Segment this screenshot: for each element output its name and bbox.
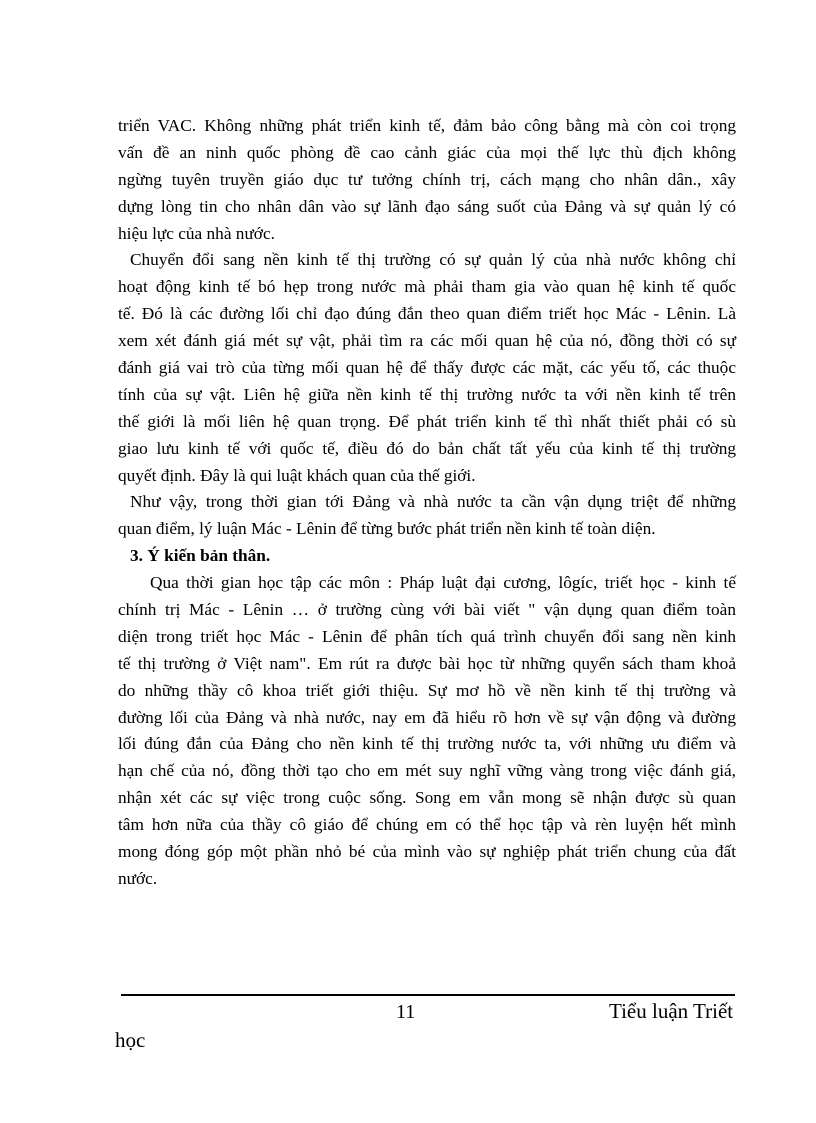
- paragraph-line: đánh giá vai trò của từng mối quan hệ để thấy được các mặt, các yếu tố, các thuộc: [118, 358, 736, 378]
- paragraph-line: quan điểm, lý luận Mác - Lênin để từng bước phát triển nền kinh tế toàn diện.: [118, 519, 656, 539]
- paragraph-line: nước.: [118, 868, 158, 888]
- paragraph-line: hoạt động kinh tế bó hẹp trong nước mà phải tham gia vào quan hệ kinh tế quốc: [118, 277, 736, 297]
- paragraph-line: ngừng tuyên truyền giáo dục tư tưởng chính trị, cách mạng cho nhân dân., xây: [118, 169, 736, 189]
- paragraph-line: lối đúng đắn của Đảng cho nền kinh tế thị trường nước ta, với những ưu điểm và: [118, 734, 736, 754]
- document-body: [118, 113, 736, 893]
- paragraph-line: dựng lòng tin cho nhân dân vào sự lãnh đạo sáng suốt của Đảng và sự quản lý có: [118, 196, 736, 216]
- footer-title-continuation: học: [115, 1028, 146, 1052]
- page-number: 11: [396, 1001, 416, 1023]
- paragraph-line: diện trong triết học Mác - Lênin để phân tích quá trình chuyển đổi sang nền kinh: [118, 626, 736, 646]
- paragraph-line: giao lưu kinh tế với quốc tế, điều đó do bản chất tất yếu của kinh tế thị trường: [118, 438, 736, 458]
- paragraph-line: chính trị Mác - Lênin … ở trường cùng với bài viết " vận dụng quan điểm toàn: [118, 600, 736, 620]
- paragraph-line: tâm hơn nữa của thầy cô giáo để chúng em có thể học tập và rèn luyện hết mình: [118, 815, 736, 835]
- paragraph-line: tế thị trường ở Việt nam". Em rút ra được bài học từ những quyển sách tham khoả: [118, 653, 736, 673]
- paragraph-line: Chuyển đổi sang nền kinh tế thị trường có sự quản lý của nhà nước không chỉ: [130, 250, 736, 270]
- paragraph-line: đường lối của Đảng và nhà nước, nay em đã hiểu rõ hơn về sự vận động và đường: [118, 707, 736, 727]
- paragraph-line: Như vậy, trong thời gian tới Đảng và nhà nước ta cần vận dụng triệt để những: [130, 492, 736, 512]
- paragraph-line: vấn đề an ninh quốc phòng đề cao cảnh giác của mọi thế lực thù địch không: [118, 142, 736, 162]
- paragraph-line: tính của sự vật. Liên hệ giữa nền kinh tế thị trường nước ta với nền kinh tế trên: [118, 384, 736, 404]
- paragraph-line: tế. Đó là các đường lối chỉ đạo đúng đắn theo quan điểm triết học Mác - Lênin. Là: [118, 304, 736, 324]
- paragraph-line: Qua thời gian học tập các môn : Pháp luật đại cương, lôgíc, triết học - kinh tế: [150, 573, 736, 593]
- section-heading: 3. Ý kiến bản thân.: [130, 546, 271, 566]
- paragraph-line: hiệu lực của nhà nước.: [118, 223, 275, 243]
- footer-divider: [121, 994, 735, 996]
- paragraph-line: xem xét đánh giá mét sự vật, phải tìm ra các mối quan hệ của nó, đồng thời có sự: [118, 331, 736, 351]
- paragraph-line: hạn chế của nó, đồng thời tạo cho em mét suy nghĩ vững vàng trong việc đánh giá,: [118, 761, 736, 781]
- paragraph-line: thế giới là mối liên hệ quan trọng. Để phát triển kinh tế thì nhất thiết phải có sù: [118, 411, 736, 431]
- paragraph-line: quyết định. Đây là qui luật khách quan của thế giới.: [118, 465, 476, 485]
- paragraph-line: triển VAC. Không những phát triển kinh tế, đảm bảo công bằng mà còn coi trọng: [118, 116, 736, 135]
- paragraph-line: mong đóng góp một phần nhỏ bé của mình vào sự nghiệp phát triển chung của đất: [118, 842, 736, 862]
- paragraph-line: do những thầy cô khoa triết giới thiệu. Sự mơ hồ về nền kinh tế thị trường và: [118, 680, 736, 700]
- footer-title: Tiểu luận Triết: [609, 999, 734, 1023]
- paragraph-line: nhận xét các sự việc trong cuộc sống. Song em vẫn mong sẽ nhận được sù quan: [118, 788, 736, 808]
